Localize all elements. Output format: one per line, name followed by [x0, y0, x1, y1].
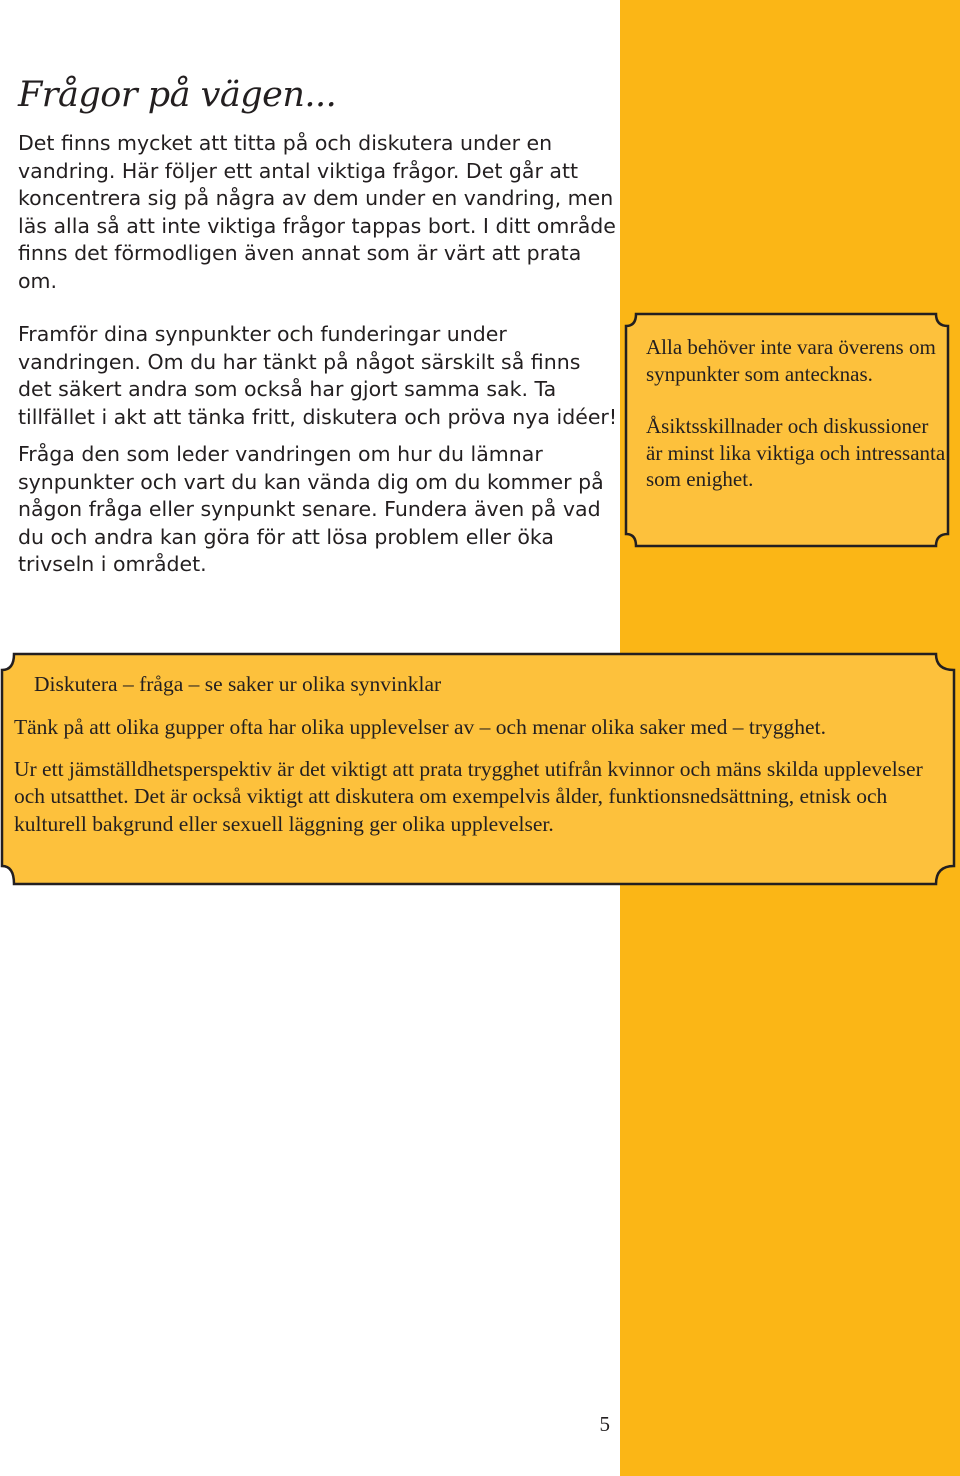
follow-up-paragraph: Fråga den som leder vandringen om hur du lämnar synpunkter och vart du kan vända dig om du kommer på någon fråga eller synpunkt senare. Fundera även på vad du och andra kan göra för att lösa problem eller öka trivseln i området.	[18, 442, 604, 576]
main-column	[18, 74, 618, 579]
side-note	[646, 334, 946, 493]
side-note-paragraph: Alla behöver inte vara överens om synpunkter som antecknas.	[646, 335, 936, 386]
discussion-paragraph: Tänk på att olika gupper ofta har olika upplevelser av – och menar olika saker med – trygghet.	[14, 715, 826, 739]
opinions-paragraph: Framför dina synpunkter och funderingar under vandringen. Om du har tänkt på något särskilt så finns det säkert andra som också har gjort samma sak. Ta tillfället i akt att tänka fritt, diskutera och pröva nya idéer!	[18, 322, 618, 429]
discussion-paragraph: Ur ett jämställdhetsperspektiv är det viktigt att prata trygghet utifrån kvinnor och mäns skilda upplevelser och utsatthet. Det är också viktigt att diskutera om exempelvis ålder, funktionsnedsättning, etnisk och kulturell bakgrund eller sexuell läggning ger olika upplevelser.	[14, 756, 923, 836]
page-title: Frågor på vägen...	[18, 75, 337, 115]
discussion-box-title: Diskutera – fråga – se saker ur olika synvinklar	[34, 672, 442, 696]
discussion-box	[14, 668, 934, 838]
side-note-paragraph: Åsiktsskillnader och diskussioner är minst lika viktiga och intressanta som enighet.	[646, 414, 946, 491]
page-number: 5	[599, 1412, 610, 1436]
intro-paragraph: Det finns mycket att titta på och diskutera under en vandring. Här följer ett antal viktiga frågor. Det går att koncentrera sig på några av dem under en vandring, men läs alla så att inte viktiga frågor tappas bort. I ditt område finns det förmodligen även annat som är värt att prata om.	[18, 131, 616, 293]
